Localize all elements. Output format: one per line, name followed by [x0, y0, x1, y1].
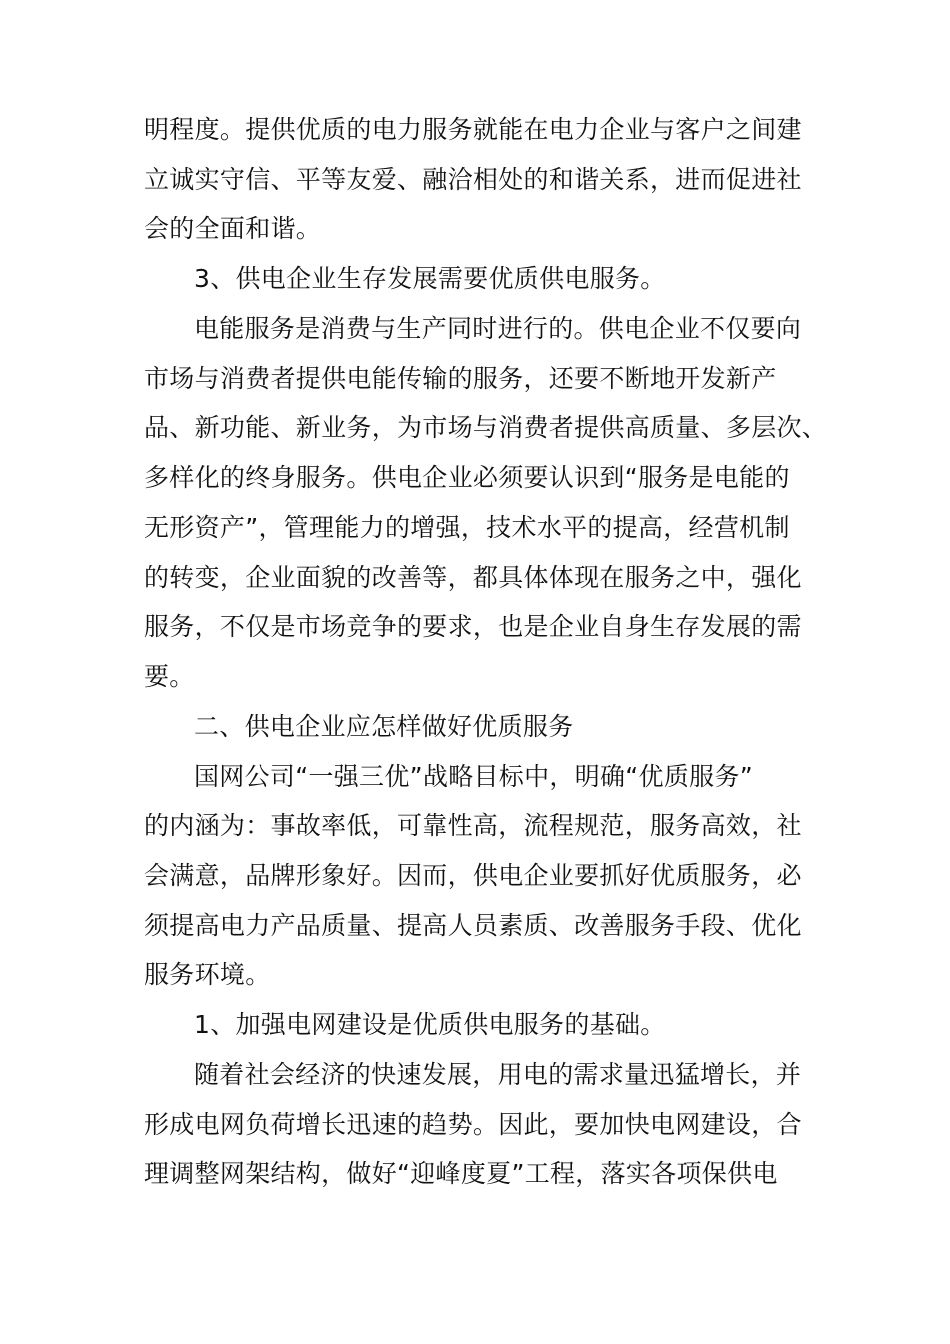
- paragraph-line: 品、新功能、新业务，为市场与消费者提供高质量、多层次、: [144, 413, 828, 442]
- paragraph-line: 明程度。提供优质的电力服务就能在电力企业与客户之间建: [144, 115, 802, 144]
- paragraph-line: 会满意，品牌形象好。因而，供电企业要抓好优质服务，必: [144, 861, 802, 890]
- section-heading: 二、供电企业应怎样做好优质服务: [194, 712, 574, 741]
- paragraph-line: 要。: [144, 662, 195, 691]
- paragraph-line: 服务环境。: [144, 960, 271, 989]
- paragraph-line: 须提高电力产品质量、提高人员素质、改善服务手段、优化: [144, 911, 802, 940]
- paragraph-line: 的转变，企业面貌的改善等，都具体体现在服务之中，强化: [144, 563, 802, 592]
- paragraph-line: 市场与消费者提供电能传输的服务，还要不断地开发新产: [144, 364, 777, 393]
- section-heading: 1、加强电网建设是优质供电服务的基础。: [194, 1010, 666, 1039]
- paragraph-line: 形成电网负荷增长迅速的趋势。因此，要加快电网建设，合: [144, 1110, 802, 1139]
- paragraph-line: 电能服务是消费与生产同时进行的。供电企业不仅要向: [194, 314, 802, 343]
- paragraph-line: 会的全面和谐。: [144, 214, 322, 243]
- paragraph-line: 理调整网架结构，做好“迎峰度夏”工程，落实各项保供电: [144, 1159, 778, 1188]
- paragraph-line: 服务，不仅是市场竞争的要求，也是企业自身生存发展的需: [144, 612, 802, 641]
- paragraph-line: 无形资产”，管理能力的增强，技术水平的提高，经营机制: [144, 513, 790, 542]
- paragraph-line: 立诚实守信、平等友爱、融洽相处的和谐关系，进而促进社: [144, 165, 802, 194]
- paragraph-line: 多样化的终身服务。供电企业必须要认识到“服务是电能的: [144, 463, 790, 492]
- section-heading: 3、供电企业生存发展需要优质供电服务。: [194, 264, 666, 293]
- paragraph-line: 的内涵为：事故率低，可靠性高，流程规范，服务高效，社: [144, 811, 802, 840]
- paragraph-line: 国网公司“一强三优”战略目标中，明确“优质服务”: [194, 762, 754, 791]
- paragraph-line: 随着社会经济的快速发展，用电的需求量迅猛增长，并: [194, 1060, 802, 1089]
